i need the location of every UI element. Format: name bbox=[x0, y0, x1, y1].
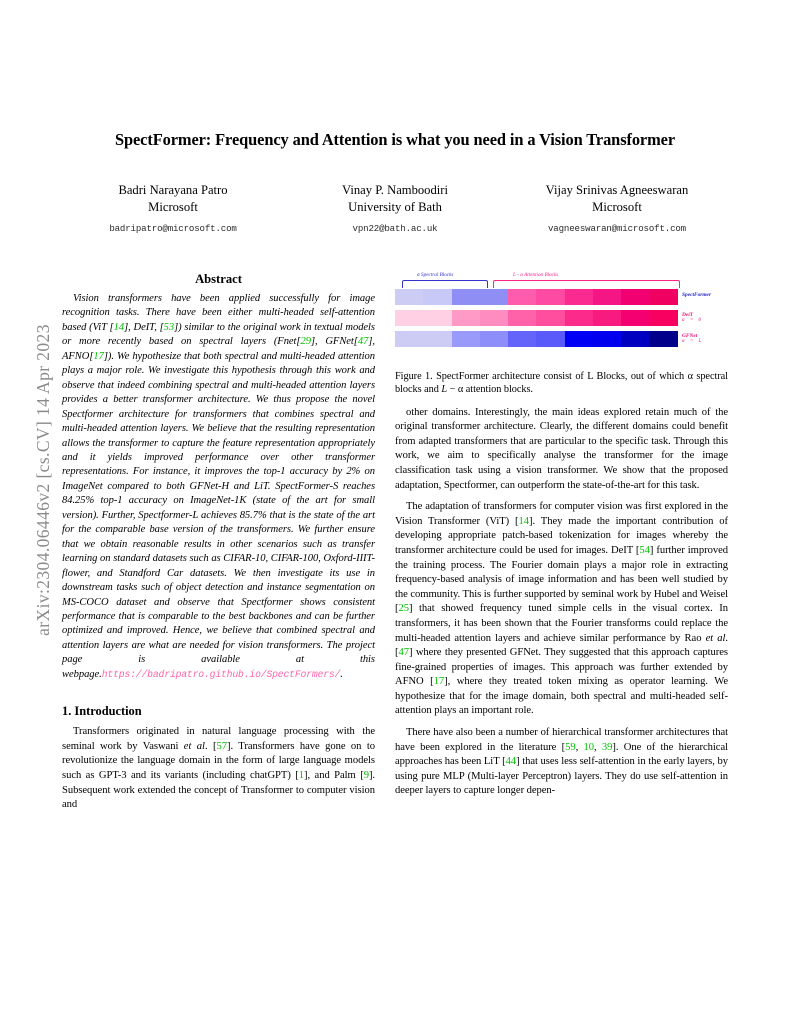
block-cell bbox=[452, 331, 480, 347]
citation-ref[interactable]: 57 bbox=[216, 740, 227, 752]
text-seg: ]. One of the hierarchical approaches has been LiT [ bbox=[395, 741, 728, 768]
text-seg: There have also been a number of hierarchical transformer architectures that have been explored in the literature [ bbox=[395, 727, 728, 753]
block-row-deit bbox=[395, 310, 678, 326]
citation-ref[interactable]: 29 bbox=[300, 336, 311, 348]
text-seg: . [ bbox=[204, 740, 217, 752]
block-cell bbox=[480, 310, 508, 326]
text-seg: Transformers originated in natural language processing with the seminal work by Vaswani bbox=[62, 726, 375, 752]
block-cell bbox=[508, 289, 536, 305]
et-al: et al bbox=[183, 740, 205, 752]
author-entry bbox=[506, 182, 728, 234]
figure-1-architecture-diagram bbox=[395, 272, 728, 364]
citation-ref[interactable]: 25 bbox=[398, 603, 409, 615]
left-column bbox=[62, 272, 375, 820]
right-paragraph-3 bbox=[395, 726, 728, 799]
block-cell bbox=[621, 310, 649, 326]
text-seg: ]. They made the important contribution of developing appropriate patch-based tokenization for images whereby the transformer architecture could be used for images. DeIT [ bbox=[395, 515, 728, 556]
caption-seg: Figure 1. SpectFormer architecture consist of L Blocks, out of which bbox=[395, 371, 688, 382]
citation-ref[interactable]: 10 bbox=[583, 741, 594, 753]
citation-ref[interactable]: 14 bbox=[113, 321, 125, 333]
row-alpha-note: α = L bbox=[682, 339, 704, 344]
block-cell bbox=[452, 289, 480, 305]
row-label-gfnet bbox=[682, 333, 703, 345]
text-seg: ], and Palm [ bbox=[304, 770, 364, 782]
author-affiliation: University of Bath bbox=[348, 199, 442, 214]
block-cell bbox=[621, 331, 649, 347]
text-seg: ]. Transformers have gone on to revolutionize the language domain in the form of large language models such as GPT-3 and its variants (including chatGPT) [ bbox=[62, 740, 375, 782]
citation-ref[interactable]: 53 bbox=[163, 321, 175, 333]
attention-blocks-label: L - α Attention Blocks bbox=[513, 272, 559, 278]
abstract-seg: . bbox=[340, 668, 343, 680]
author-email[interactable]: vpn22@bath.ac.uk bbox=[352, 223, 438, 234]
caption-alpha: α bbox=[457, 384, 464, 396]
text-seg: , bbox=[575, 741, 584, 753]
citation-ref[interactable]: 17 bbox=[93, 350, 104, 362]
block-cell bbox=[395, 331, 423, 347]
text-seg: ] that uses less self-attention in the early layers, by using pure MLP (Multi-layer Perceptron) layers. They do use self-attention in deeper layers to capture longer depen- bbox=[395, 756, 728, 797]
text-seg: ] that showed frequency tuned simple cells in the visual cortex. In transformers, it has been shown that the Fourier transforms could replace the multi-headed attention layers and achieve similar performance by Rao bbox=[395, 603, 728, 644]
citation-ref[interactable]: 1 bbox=[298, 770, 304, 782]
block-cell bbox=[565, 310, 593, 326]
author-name: Badri Narayana Patro bbox=[118, 183, 228, 197]
row-label-deit bbox=[682, 312, 703, 324]
author-affiliation: Microsoft bbox=[592, 199, 642, 214]
block-cell bbox=[423, 289, 451, 305]
row-label-text: GFNet bbox=[682, 333, 698, 339]
row-label-text: SpectFormer bbox=[682, 292, 712, 298]
right-column bbox=[395, 272, 728, 806]
block-cell bbox=[508, 310, 536, 326]
page-title: SpectFormer: Frequency and Attention is what you need in a Vision Transformer bbox=[114, 130, 676, 149]
author-name: Vinay P. Namboodiri bbox=[342, 183, 448, 197]
block-cell bbox=[565, 331, 593, 347]
block-cell bbox=[508, 331, 536, 347]
block-cell bbox=[452, 310, 480, 326]
author-email[interactable]: vagneeswaran@microsoft.com bbox=[548, 223, 686, 234]
author-list bbox=[62, 182, 728, 234]
right-paragraph-2 bbox=[395, 500, 728, 719]
citation-ref[interactable]: 39 bbox=[601, 741, 613, 753]
block-cell bbox=[480, 331, 508, 347]
caption-alpha: α bbox=[687, 371, 693, 382]
row-label-spectformer bbox=[682, 292, 711, 298]
citation-ref[interactable]: 54 bbox=[639, 544, 650, 556]
block-cell bbox=[593, 310, 621, 326]
author-entry bbox=[62, 182, 284, 234]
text-seg: . [ bbox=[395, 632, 728, 659]
citation-ref[interactable]: 17 bbox=[433, 676, 445, 688]
text-seg: The adaptation of transformers for computer vision was first explored in the Vision Transformer (ViT) [ bbox=[395, 501, 728, 527]
block-cell bbox=[536, 289, 564, 305]
attention-bracket bbox=[493, 280, 680, 288]
author-affiliation: Microsoft bbox=[148, 199, 198, 214]
text-seg: , bbox=[593, 741, 602, 753]
row-alpha-note: α = 0 bbox=[682, 318, 703, 323]
block-cell bbox=[650, 331, 678, 347]
right-paragraph-1: other domains. Interestingly, the main ideas explored retain much of the original transformer architecture. Clearly, the different domains could benefit from adapted transformers that are particular to the specific task. Through this work, we aim to specifically analyse the transformer for the image classification task using a vision transformer. We show that the proposed adaptation, Spectformer, can outperform the state-of-the-art for this task. bbox=[395, 406, 728, 491]
author-email[interactable]: badripatro@microsoft.com bbox=[109, 223, 237, 234]
block-cell bbox=[480, 289, 508, 305]
spectral-bracket bbox=[402, 280, 488, 288]
block-cell bbox=[395, 289, 423, 305]
abstract-text bbox=[62, 292, 375, 682]
block-cell bbox=[536, 331, 564, 347]
text-seg: ], where they treated token mixing as operator learning. We hypothesize that for the image domain, both spectral and multi-headed self-attention plays an important role. bbox=[395, 676, 728, 717]
abstract-seg: Vision transformers have been applied successfully for image recognition tasks. There have been either multi-headed self-attention based (ViT [ bbox=[62, 293, 375, 333]
figure-rows bbox=[395, 289, 728, 352]
block-cell bbox=[565, 289, 593, 305]
project-page-link[interactable]: https://badripatro.github.io/SpectFormers/ bbox=[101, 668, 341, 680]
abstract-seg: ]). We hypothesize that both spectral and multi-headed attention plays a major role. We investigate this hypothesis through this work and observe that indeed combining spectral and multi-headed attention layers provides a better transformer architecture. We thus propose the novel Spectformer architecture for transformers that combines spectral and multi-headed attention layers. We believe that the resulting representation allows the transformer to capture the feature representation appropriately and it yields improved performance over other transformer representations. For instance, it improves the top-1 accuracy by 2% on ImageNet compared to both GFNet-H and LiT. SpectFormer-S reaches 84.25% top-1 accuracy on ImageNet-1K (state of the art for small version). Further, Spectformer-L achieves 85.7% that is the state of the art for the comparable base version of the transformers. We further ensure that we obtain reasonable results in other scenarios such as transfer learning on standard datasets such as CIFAR-10, CIFAR-100, Oxford-IIIT-flower, and Standford Car datasets. We then investigate its use in downstream tasks such of object detection and instance segmentation on MS-COCO dataset and observe that Spectformer shows consistent performance that is comparable to the best backbones and can be further optimized and improved. Hence, we believe that combined spectral and attention layers are what are needed for vision transformers. The project page is available at this webpage. bbox=[62, 350, 375, 680]
block-cell bbox=[536, 310, 564, 326]
block-row-spectformer bbox=[395, 289, 678, 305]
introduction-heading: 1. Introduction bbox=[62, 704, 142, 719]
abstract-seg: ], DeIT, [ bbox=[124, 321, 164, 333]
block-cell bbox=[650, 310, 678, 326]
block-cell bbox=[621, 289, 649, 305]
citation-ref[interactable]: 44 bbox=[505, 756, 517, 768]
block-row-gfnet bbox=[395, 331, 678, 347]
author-entry bbox=[284, 182, 506, 234]
citation-ref[interactable]: 14 bbox=[518, 515, 530, 527]
caption-seg: spectral blocks and bbox=[395, 371, 728, 396]
block-cell bbox=[395, 310, 423, 326]
spectral-blocks-label: α Spectral Blocks bbox=[417, 272, 454, 278]
text-seg: ] further improved the training process. The Fourier domain plays a major role in extracting frequency-based analysis of image information and has been well studied by the community. This is further supported by seminal work by Hubel and Weisel [ bbox=[395, 544, 728, 615]
block-cell bbox=[593, 289, 621, 305]
author-name: Vijay Srinivas Agneeswaran bbox=[545, 183, 689, 197]
paper-page bbox=[62, 0, 728, 1024]
abstract-heading: Abstract bbox=[195, 272, 242, 286]
abstract-seg: ], GFNet[ bbox=[310, 336, 358, 348]
caption-seg: − bbox=[447, 384, 458, 396]
et-al: et al bbox=[705, 632, 726, 644]
abstract-seg: ], AFNO[ bbox=[62, 336, 375, 362]
block-cell bbox=[423, 331, 451, 347]
figure-1-caption bbox=[395, 370, 728, 397]
citation-ref[interactable]: 59 bbox=[565, 741, 576, 753]
text-seg: ]. Subsequent work extended the concept of Transformer to computer vision and bbox=[62, 770, 376, 811]
citation-ref[interactable]: 47 bbox=[398, 647, 409, 659]
text-seg: ] where they presented GFNet. They suggested that this approach captures fine-grained properties of images. This approach was further extended by AFNO [ bbox=[395, 647, 728, 688]
block-cell bbox=[650, 289, 678, 305]
introduction-paragraph bbox=[62, 725, 375, 813]
block-cell bbox=[423, 310, 451, 326]
citation-ref[interactable]: 47 bbox=[357, 336, 369, 348]
citation-ref[interactable]: 9 bbox=[363, 770, 369, 782]
abstract-seg: ]) similar to the original work in textual models or more recently based on spectral layers (Fnet[ bbox=[62, 321, 375, 348]
row-label-text: DeiT bbox=[682, 312, 694, 318]
arxiv-stamp: arXiv:2304.06446v2 [cs.CV] 14 Apr 2023 bbox=[33, 324, 53, 636]
block-cell bbox=[593, 331, 621, 347]
caption-seg: attention blocks. bbox=[463, 384, 533, 396]
caption-L: L bbox=[441, 384, 448, 396]
